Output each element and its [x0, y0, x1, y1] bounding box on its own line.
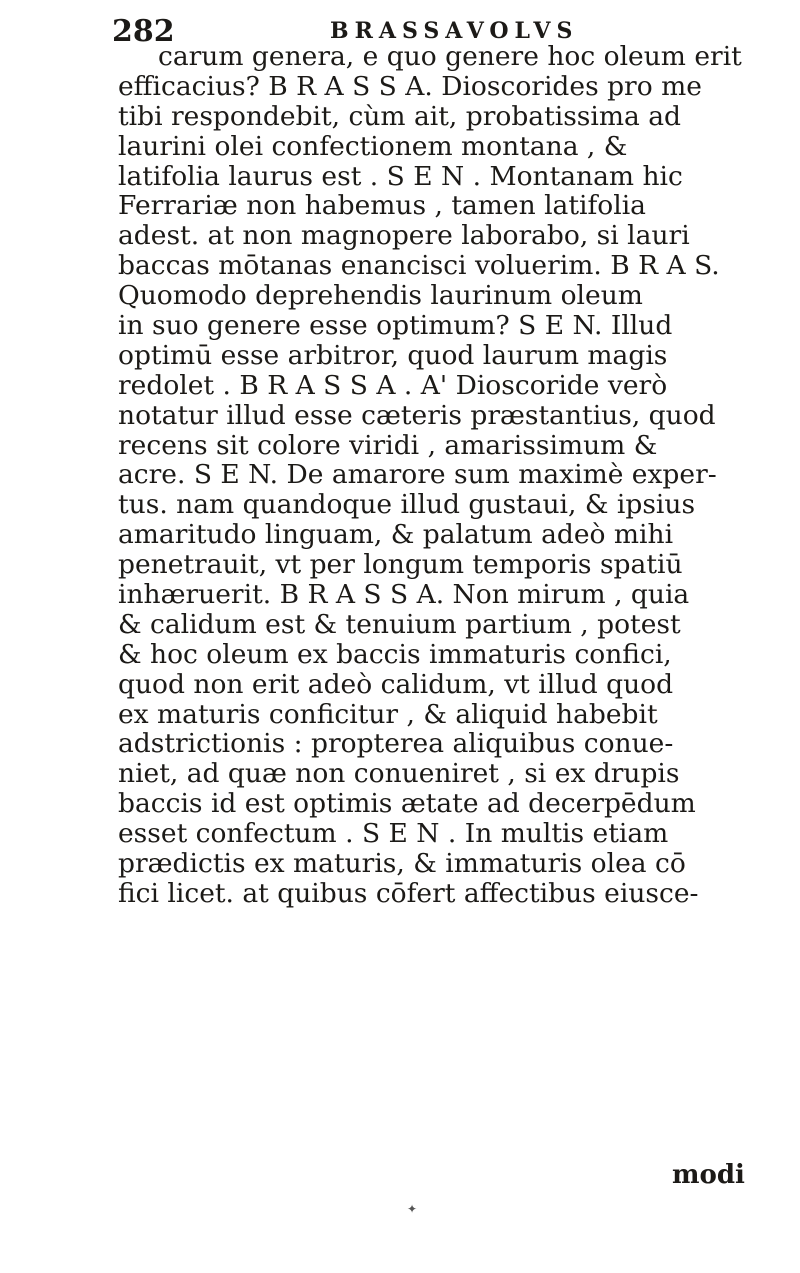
text-line: fici licet. at quibus cōfert affectibus eiusce-	[118, 877, 699, 909]
text-line: notatur illud esse cæteris præstantius, quod	[118, 399, 716, 431]
text-line: in suo genere esse optimum? S E N. Illud	[118, 310, 673, 342]
text-line: & hoc oleum ex baccis immaturis confici,	[118, 638, 672, 670]
text-line: Ferrariæ non habemus , tamen latifolia	[118, 190, 646, 222]
text-line: niet, ad quæ non conueniret , si ex drupis	[118, 758, 680, 790]
text-line: tibi respondebit, cùm ait, probatissima ad	[118, 100, 681, 132]
text-line: penetrauit, vt per longum temporis spatiū	[118, 549, 683, 581]
ink-speck: ✦	[407, 1202, 418, 1216]
text-line: efficacius? B R A S S A. Dioscorides pro me	[118, 70, 702, 102]
text-line: & calidum est & tenuium partium , potest	[118, 608, 681, 640]
text-line: adest. at non magnopere laborabo, si lauri	[118, 220, 690, 252]
text-line: Quomodo deprehendis laurinum oleum	[118, 280, 643, 312]
text-line: optimū esse arbitror, quod laurum magis	[118, 339, 668, 371]
text-line: inhæruerit. B R A S S A. Non mirum , quia	[118, 579, 690, 611]
text-line: adstrictionis : propterea aliquibus conue-	[118, 728, 674, 760]
text-line: quod non erit adeò calidum, vt illud quod	[118, 668, 674, 700]
text-line: latifolia laurus est . S E N . Montanam hic	[118, 160, 683, 192]
text-line: redolet . B R A S S A . A' Dioscoride verò	[118, 369, 668, 401]
page-number: 282	[112, 14, 175, 49]
text-line: recens sit colore viridi , amarissimum &	[118, 429, 658, 461]
text-line: baccas mōtanas enancisci voluerim. B R A S.	[118, 250, 720, 282]
text-line: carum genera, e quo genere hoc oleum erit	[158, 41, 742, 72]
text-line: laurini olei confectionem montana , &	[118, 130, 628, 162]
text-line: acre. S E N. De amarore sum maximè exper-	[118, 459, 717, 491]
catchword: modi	[672, 1160, 745, 1190]
text-line: ex maturis conficitur , & aliquid habebit	[118, 698, 658, 730]
text-line: esset confectum . S E N . In multis etiam	[118, 818, 669, 850]
text-line: amaritudo linguam, & palatum adeò mihi	[118, 519, 674, 551]
body-text	[118, 42, 768, 909]
text-line: prædictis ex maturis, & immaturis olea cō	[118, 848, 686, 880]
text-line: baccis id est optimis ætate ad decerpēdum	[118, 788, 696, 820]
text-line: tus. nam quandoque illud gustaui, & ipsius	[118, 489, 696, 521]
running-head: BRASSAVOLVS	[330, 18, 579, 44]
